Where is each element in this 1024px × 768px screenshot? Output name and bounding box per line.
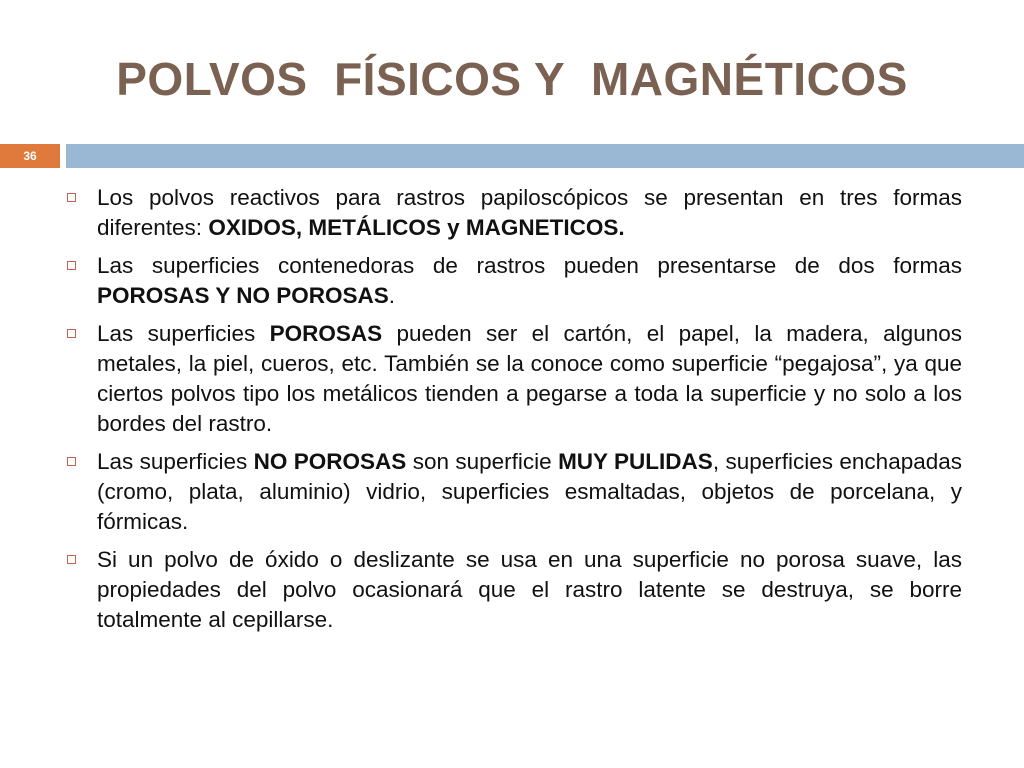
bold-text-run: MUY PULIDAS <box>558 449 713 474</box>
list-item <box>62 183 962 243</box>
bullet-text <box>97 547 962 632</box>
text-run: Las superficies <box>97 321 270 346</box>
square-bullet-icon <box>67 193 76 202</box>
square-bullet-icon <box>67 457 76 466</box>
header-divider-bar <box>66 144 1024 168</box>
list-item <box>62 319 962 439</box>
list-item <box>62 447 962 537</box>
text-run: , superficies enchapadas (cromo, plata, aluminio) vidrio, superficies esmaltadas, objetos de porcelana, y fórmicas. <box>97 449 963 534</box>
bold-text-run: OXIDOS, METÁLICOS y MAGNETICOS. <box>208 215 625 240</box>
square-bullet-icon <box>67 555 76 564</box>
text-run: . <box>388 283 396 308</box>
bullet-text <box>97 185 962 240</box>
text-run: Las superficies contenedoras de rastros pueden presentarse de dos formas <box>97 253 962 278</box>
bullet-text <box>97 449 962 534</box>
text-run: Las superficies <box>97 449 254 474</box>
text-run: Si un polvo de óxido o deslizante se usa en una superficie no porosa suave, las propiedades del polvo ocasionará que el rastro latente se destruya, se borre totalmente al cepillarse. <box>97 547 962 632</box>
square-bullet-icon <box>67 329 76 338</box>
slide-title: POLVOS FÍSICOS Y MAGNÉTICOS <box>116 53 908 105</box>
bold-text-run: POROSAS Y NO POROSAS <box>97 283 389 308</box>
text-run: Los polvos reactivos para rastros papiloscópicos se presentan en tres formas diferentes: <box>97 185 962 240</box>
bullet-list <box>62 183 962 643</box>
list-item <box>62 251 962 311</box>
list-item <box>62 545 962 635</box>
bullet-text <box>97 253 962 308</box>
bold-text-run: NO POROSAS <box>253 449 407 474</box>
square-bullet-icon <box>67 261 76 270</box>
slide-number: 36 <box>0 144 60 168</box>
text-run: son superficie <box>406 449 559 474</box>
bold-text-run: POROSAS <box>269 321 383 346</box>
bullet-text <box>97 321 962 436</box>
text-run: pueden ser el cartón, el papel, la madera, algunos metales, la piel, cueros, etc. También se la conoce como superficie “pegajosa”, ya que ciertos polvos tipo los metálicos tienden a pegarse a toda la superficie y no solo a los bordes del rastro. <box>97 321 962 436</box>
